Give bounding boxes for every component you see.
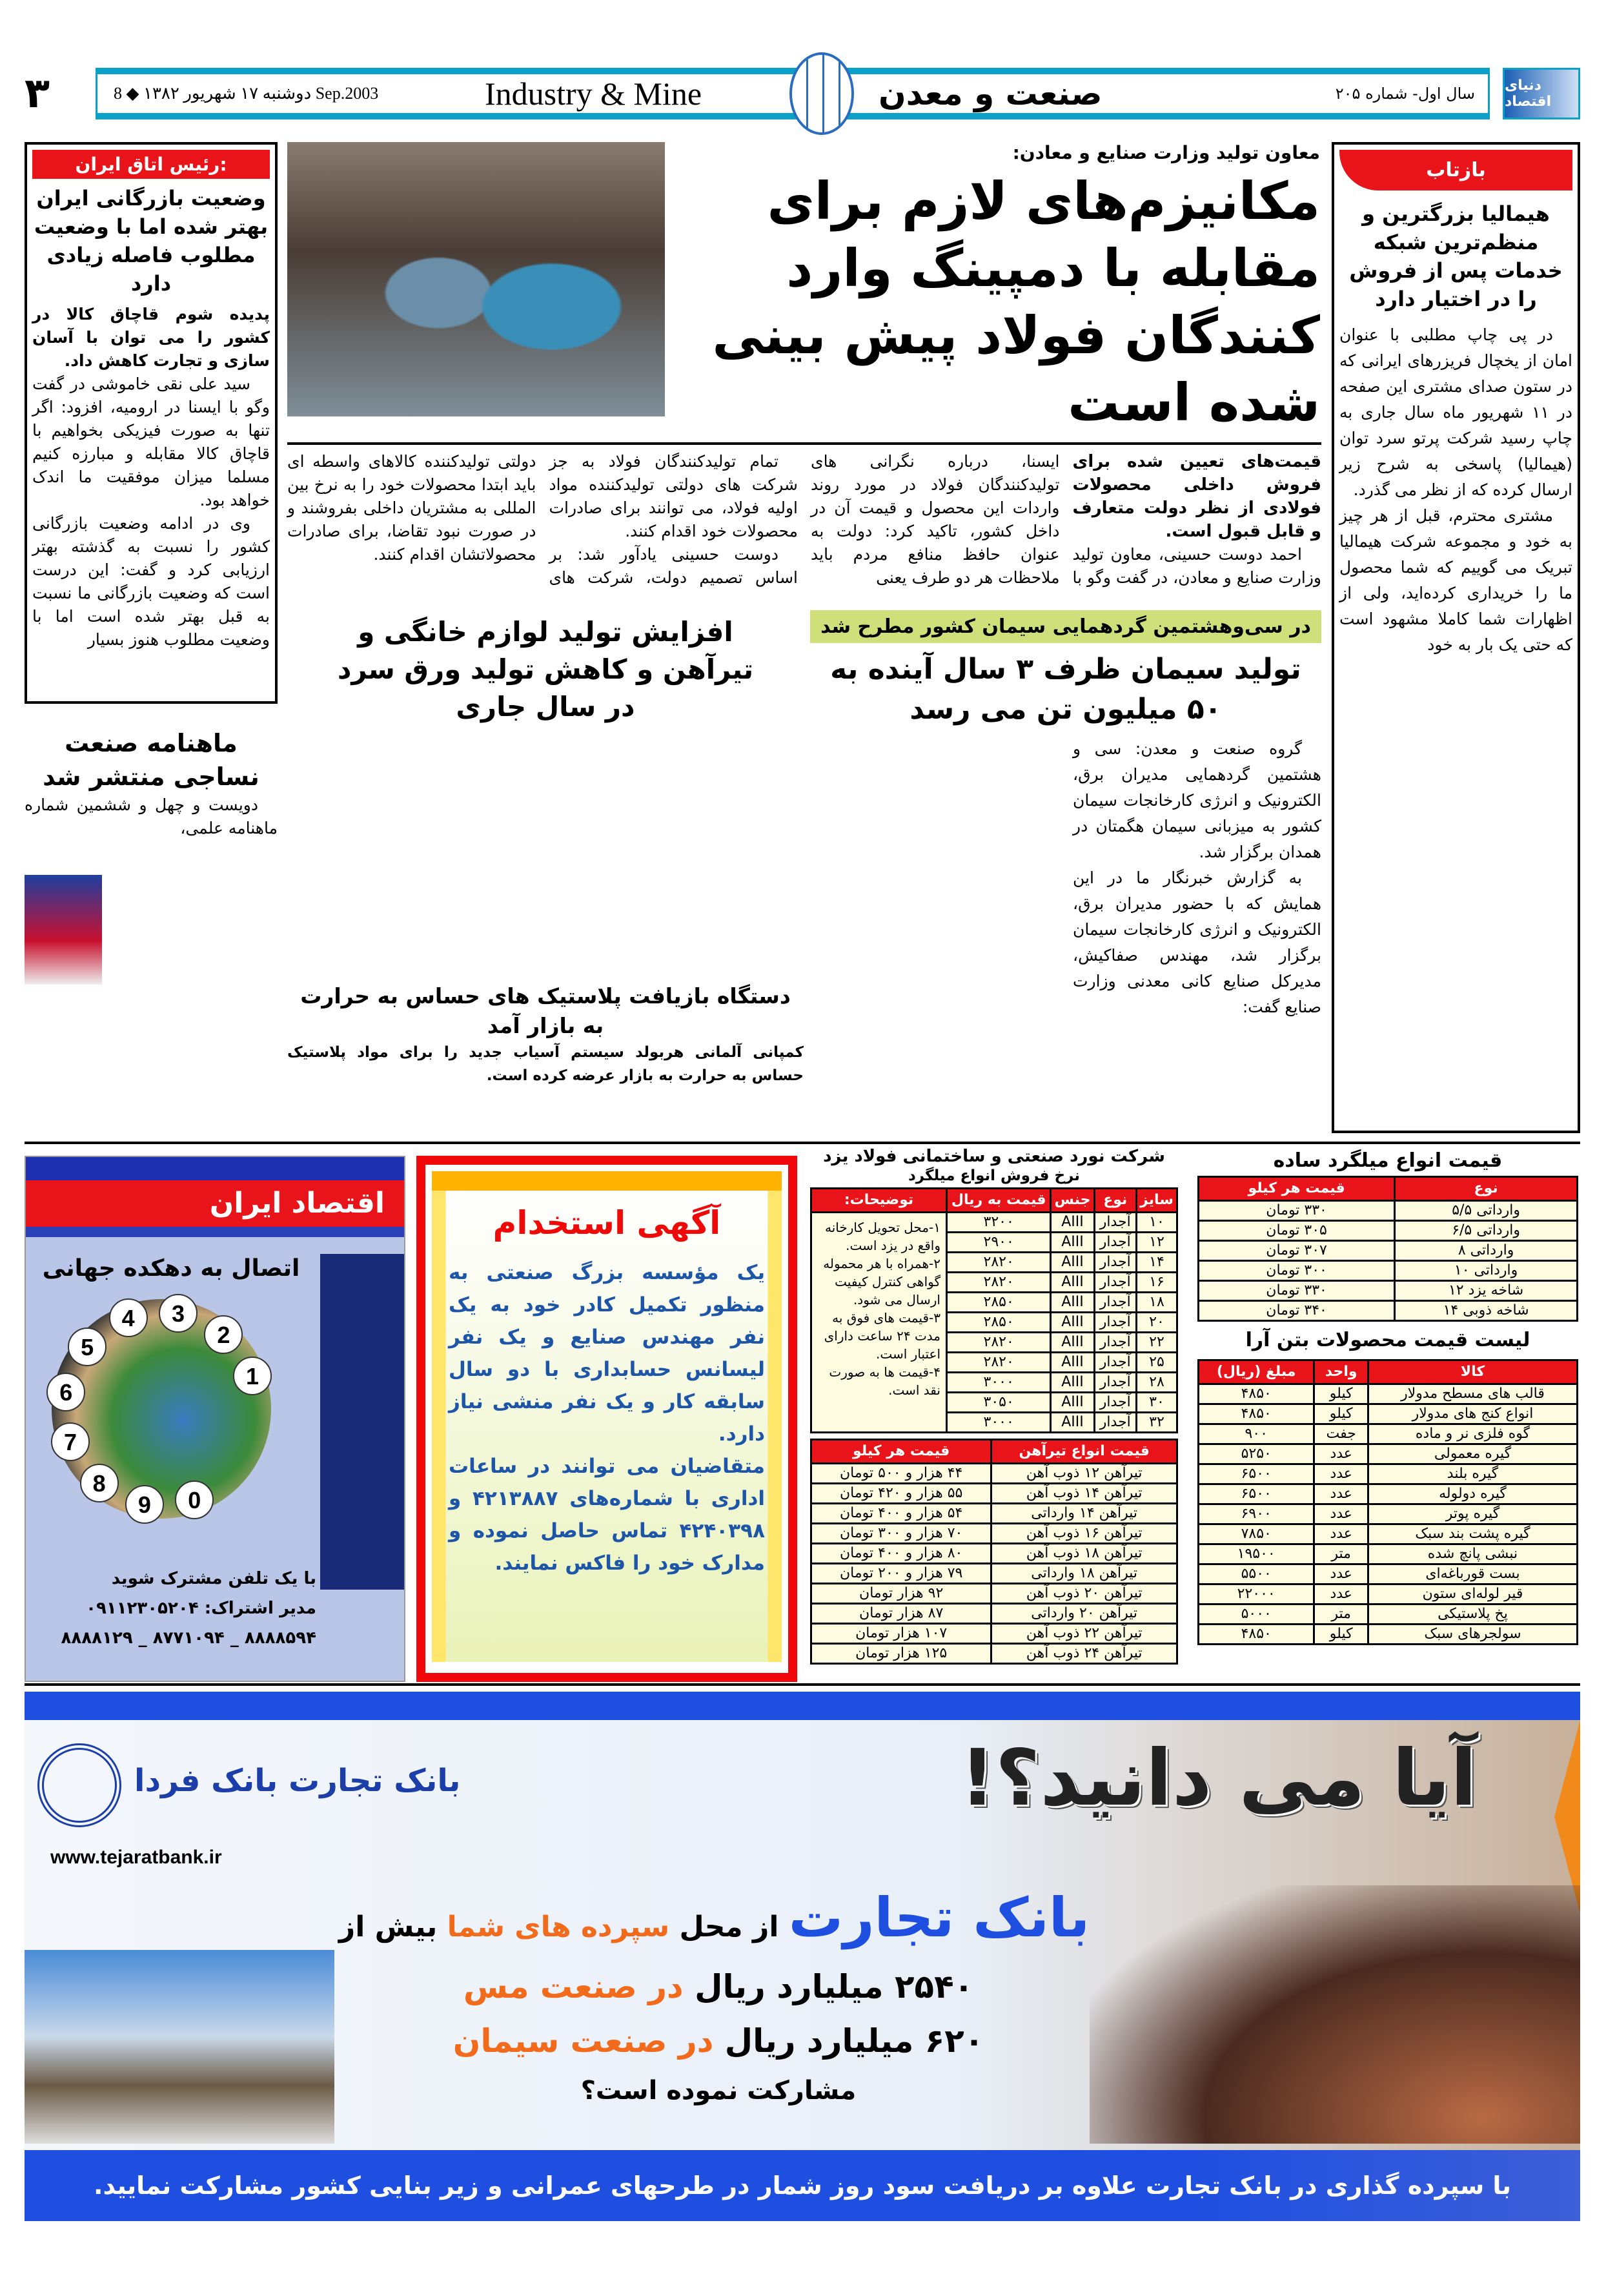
table-row <box>1199 1241 1578 1261</box>
column-header: قیمت انواع تیرآهن <box>991 1440 1177 1464</box>
table-cell: AIII <box>1051 1393 1094 1413</box>
table-cell: ۴۸۵۰ <box>1199 1625 1314 1645</box>
table-row <box>1199 1625 1578 1645</box>
paragraph: وی در ادامه وضعیت بازرگانی کشور را نسبت به گذشته بهتر ارزیابی کرد و گفت: این درست است که وضعیت بازرگانی ما نسبت به قبل بهتر شده است اما با وضعیت مطلوب هنوز بسیار <box>32 514 270 649</box>
table-cell: AIII <box>1051 1373 1094 1393</box>
right-sidebar <box>1332 142 1580 1133</box>
paragraph: احمد دوست حسینی، معاون تولید وزارت صنایع و معادن، در گفت وگو با ایسنا، درباره نگرانی های تولیدکنندگان فولاد در مورد روند واردات این محصول و قیمت آن در داخل کشور، تاکید کرد: دولت به عنوان حافظ منافع مردم باید ملاحظات هر دو طرف یعنی <box>811 452 1321 587</box>
table-cell: ۳۰۷ تومان <box>1199 1241 1395 1261</box>
table-cell: ۵۵ هزار و ۴۲۰ تومان <box>811 1484 991 1504</box>
article-headline: تولید سیمان ظرف ۳ سال آینده به ۵۰ میلیون تن می رسد <box>830 653 1301 726</box>
table-cell: ۳۰۰۰ <box>947 1373 1051 1393</box>
sidebar-lead: پدیده شوم قاچاق کالا در کشور را می توان با آسان سازی و تجارت کاهش داد. <box>32 305 270 370</box>
table-cell: گوه فلزی نر و ماده <box>1368 1424 1577 1444</box>
table-row <box>811 1524 1177 1544</box>
table-row <box>1199 1281 1578 1301</box>
table-row <box>1199 1544 1578 1564</box>
paragraph: دویست و چهل و ششمین شماره ماهنامه علمی، <box>25 795 278 837</box>
table-cell: ۲۸۲۰ <box>947 1273 1051 1293</box>
table-cell: ۲۸ <box>1136 1373 1177 1393</box>
dial-digit: 5 <box>68 1327 107 1366</box>
table-cell: ۳۰۰ تومان <box>1199 1261 1395 1281</box>
table-row <box>811 1564 1177 1584</box>
magazine-title: اقتصاد ایران <box>26 1180 404 1227</box>
table-row <box>811 1644 1177 1664</box>
table-cell: ۷۰ هزار و ۳۰۰ تومان <box>811 1524 991 1544</box>
steel-prices <box>810 1146 1178 1682</box>
rebar-sales-table <box>810 1187 1178 1433</box>
table-cell: ۱۴ <box>1136 1253 1177 1273</box>
table-cell: گیره معمولی <box>1368 1444 1577 1464</box>
table-row <box>1199 1604 1578 1625</box>
table-cell: ۶۹۰۰ <box>1199 1504 1314 1524</box>
sidebar-headline: هیمالیا بزرگترین و منظم‌ترین شبکه خدمات پس از فروش را در اختیار دارد <box>1349 201 1563 311</box>
plain-rebar-table <box>1197 1176 1578 1322</box>
copper-amount: ۲۵۴۰ میلیارد ریال <box>695 1968 974 2005</box>
table-cell: ۴۸۵۰ <box>1199 1384 1314 1404</box>
table-cell: ۳۳۰ تومان <box>1199 1201 1395 1221</box>
left-sidebar <box>25 142 278 704</box>
column-header: نوع <box>1094 1189 1136 1213</box>
table-cell: AIII <box>1051 1213 1094 1233</box>
table-cell: ۵۲۵۰ <box>1199 1444 1314 1464</box>
table-cell: آجدار <box>1094 1253 1136 1273</box>
table-title: شرکت نورد صنعتی و ساختمانی فولاد یزد <box>823 1147 1165 1166</box>
textile-article <box>25 726 278 1133</box>
main-article-body <box>287 450 1321 589</box>
ad-text-highlight: سپرده های شما <box>447 1911 670 1943</box>
column-header: نوع <box>1395 1177 1578 1201</box>
table-cell: ۲۹۰۰ <box>947 1233 1051 1253</box>
job-ad-body: یک مؤسسه بزرگ صنعتی به منظور تکمیل کادر خود به یک نفر مهندس صنایع و یک نفر لیسانس حسابداری با دو سال سابقه کار و یک نفر منشی نیاز دارد. <box>449 1261 765 1446</box>
table-cell: ۱۶ <box>1136 1273 1177 1293</box>
table-cell: متر <box>1314 1544 1368 1564</box>
table-cell: شاخه ذوبی ۱۴ <box>1395 1301 1578 1321</box>
table-cell: گیره پوتر <box>1368 1504 1577 1524</box>
issue-date: دوشنبه ۱۷ شهریور ۱۳۸۲ ◆ 8 Sep.2003 <box>114 84 379 103</box>
table-cell: آجدار <box>1094 1313 1136 1333</box>
table-row <box>1199 1524 1578 1544</box>
section-title-fa: صنعت و معدن <box>879 75 1103 112</box>
dial-digit: 8 <box>80 1464 119 1502</box>
table-cell: قالب های مسطح مدولار <box>1368 1384 1577 1404</box>
table-row <box>811 1624 1177 1644</box>
issue-number: سال اول- شماره ۲۰۵ <box>1335 85 1475 103</box>
table-cell: ۱۰ <box>1136 1213 1177 1233</box>
table-cell: ۱۲ <box>1136 1233 1177 1253</box>
table-cell: عدد <box>1314 1584 1368 1604</box>
table-cell: ۹۰۰ <box>1199 1424 1314 1444</box>
table-cell: متر <box>1314 1604 1368 1625</box>
article-body <box>25 794 278 840</box>
table-row <box>811 1504 1177 1524</box>
column-header: مبلغ (ریال) <box>1199 1360 1314 1384</box>
note: ۱-محل تحویل کارخانه واقع در یزد است. <box>825 1220 940 1253</box>
table-title: قیمت انواع میلگرد ساده <box>1273 1149 1503 1172</box>
table-cell: تیرآهن ۲۴ ذوب آهن <box>991 1644 1177 1664</box>
factory-photo <box>25 1950 334 2144</box>
table-cell: AIII <box>1051 1353 1094 1373</box>
article-headline: دستگاه بازیافت پلاستیک های حساس به حرارت به بازار آمد <box>300 983 791 1038</box>
column-header: قیمت هر کیلو <box>1199 1177 1395 1201</box>
notes-cell <box>811 1213 947 1433</box>
table-cell: کیلو <box>1314 1404 1368 1424</box>
table-cell: انواع کنج های مدولار <box>1368 1404 1577 1424</box>
table-cell: AIII <box>1051 1333 1094 1353</box>
table-cell: ۵۰۰۰ <box>1199 1604 1314 1625</box>
table-cell: AIII <box>1051 1413 1094 1433</box>
dial-digit: 3 <box>159 1294 198 1333</box>
table-row <box>1199 1584 1578 1604</box>
table-cell: آجدار <box>1094 1233 1136 1253</box>
article-headline: افزایش تولید لوازم خانگی و تیرآهن و کاهش تولید ورق سرد در سال جاری <box>337 616 754 723</box>
table-cell: ۳۰۵ تومان <box>1199 1221 1395 1241</box>
table-cell: گیره دولوله <box>1368 1484 1577 1504</box>
column-header: توضیحات: <box>811 1189 947 1213</box>
table-cell: پخ پلاستیکی <box>1368 1604 1577 1625</box>
table-cell: آجدار <box>1094 1333 1136 1353</box>
table-cell: وارداتی ۸ <box>1395 1241 1578 1261</box>
note: ۳-قیمت های فوق به مدت ۲۴ ساعت دارای اعتبار است. <box>824 1310 940 1362</box>
bank-logo-icon <box>37 1743 121 1827</box>
dial-digit: 9 <box>125 1485 164 1524</box>
table-cell: تیرآهن ۲۲ ذوب آهن <box>991 1624 1177 1644</box>
ad-text: بیش از <box>338 1911 438 1943</box>
table-row <box>1199 1404 1578 1424</box>
dial-digit: 1 <box>233 1357 272 1395</box>
table-cell: ۵۵۰۰ <box>1199 1564 1314 1584</box>
bank-logo-text: بانک تجارت بانک فردا <box>134 1763 461 1799</box>
table-cell: گیره بلند <box>1368 1464 1577 1484</box>
table-row <box>811 1604 1177 1624</box>
betonara-price-table <box>1197 1359 1578 1645</box>
table-cell: ۲۸۲۰ <box>947 1253 1051 1273</box>
table-cell: ۳۳۰ تومان <box>1199 1281 1395 1301</box>
column-header: جنس <box>1051 1189 1094 1213</box>
column-header: کالا <box>1368 1360 1577 1384</box>
table-cell: آجدار <box>1094 1293 1136 1313</box>
table-row <box>1199 1504 1578 1524</box>
table-cell: تیرآهن ۱۶ ذوب آهن <box>991 1524 1177 1544</box>
table-cell: قیر لوله‌ای ستون <box>1368 1584 1577 1604</box>
table-cell: AIII <box>1051 1273 1094 1293</box>
table-cell: تیرآهن ۱۸ ذوب آهن <box>991 1544 1177 1564</box>
job-ad-contact: متقاضیان می توانند در ساعات اداری با شماره‌های ۴۲۱۳۸۸۷ و ۴۲۴۰۳۹۸ تماس حاصل نموده و مدارک خود را فاکس نمایند. <box>449 1455 765 1575</box>
table-row <box>811 1213 1177 1233</box>
table-cell: ۲۸۵۰ <box>947 1293 1051 1313</box>
table-cell: آجدار <box>1094 1273 1136 1293</box>
table-cell: AIII <box>1051 1313 1094 1333</box>
copper-wire-photo <box>1090 1885 1580 2144</box>
table-cell: ۴۸۵۰ <box>1199 1404 1314 1424</box>
table-subtitle: نرخ فروش انواع میلگرد <box>908 1167 1080 1184</box>
masthead <box>25 68 1580 119</box>
table-cell: بست قورباغه‌ای <box>1368 1564 1577 1584</box>
plastic-article <box>287 981 804 1133</box>
column-header: واحد <box>1314 1360 1368 1384</box>
rebar-prices <box>1197 1146 1578 1682</box>
table-row <box>1199 1444 1578 1464</box>
main-headline: مکانیزم‌های لازم برای مقابله با دمپینگ وارد کنندگان فولاد پیش بینی شده است <box>712 171 1320 433</box>
table-cell: ۳۴۰ تومان <box>1199 1301 1395 1321</box>
table-row <box>811 1464 1177 1484</box>
subscription-phones: ۸۸۸۸۵۹۴ _ ۸۷۷۱۰۹۴ _ ۸۸۸۸۱۲۹ <box>61 1628 316 1648</box>
table-cell: آجدار <box>1094 1413 1136 1433</box>
table-header-row <box>1199 1177 1578 1201</box>
table-cell: ۶۵۰۰ <box>1199 1464 1314 1484</box>
main-article-header <box>675 142 1320 436</box>
article-banner: در سی‌وهشتمین گردهمایی سیمان کشور مطرح شد <box>810 610 1321 643</box>
table-cell: تیرآهن ۱۴ وارداتی <box>991 1504 1177 1524</box>
table-cell: عدد <box>1314 1524 1368 1544</box>
table-cell: وارداتی ۵/۵ <box>1395 1201 1578 1221</box>
dial-digit: 0 <box>175 1481 214 1519</box>
table-cell: ۲۸۲۰ <box>947 1333 1051 1353</box>
divider <box>287 442 1321 445</box>
table-cell: کیلو <box>1314 1625 1368 1645</box>
table-header-row <box>811 1189 1177 1213</box>
cement-industry: در صنعت سیمان <box>452 2022 714 2060</box>
table-header-row <box>1199 1360 1578 1384</box>
job-ad-title: آگهی استخدام <box>493 1204 721 1242</box>
table-cell: تیرآهن ۲۰ ذوب آهن <box>991 1584 1177 1604</box>
table-cell: ۱۲۵ هزار تومان <box>811 1644 991 1664</box>
subscription-manager: مدیر اشتراک: ۰۹۱۱۲۳۰۵۲۰۴ <box>86 1599 316 1618</box>
paragraph: به گزارش خبرنگار ما در این همایش که با حضور مدیران برق، الکترونیک و انرژی کارخانجات سیمان برگزار شد، مهندس صفاکیش، مدیرکل صنایع کانی معدنی وزارت صنایع گفت: <box>1073 868 1321 1016</box>
table-cell: آجدار <box>1094 1373 1136 1393</box>
table-cell: ۴۴ هزار و ۵۰۰ تومان <box>811 1464 991 1484</box>
table-cell: AIII <box>1051 1233 1094 1253</box>
table-cell: وارداتی ۶/۵ <box>1395 1221 1578 1241</box>
article-headline: ماهنامه صنعت نساجی منتشر شد <box>43 729 259 791</box>
table-row <box>811 1584 1177 1604</box>
ad-text: از محل <box>679 1911 779 1943</box>
table-cell: تیرآهن ۲۰ وارداتی <box>991 1604 1177 1624</box>
table-row <box>1199 1424 1578 1444</box>
dial-digit: 4 <box>109 1298 148 1337</box>
table-cell: AIII <box>1051 1253 1094 1273</box>
article-kicker: معاون تولید وزارت صنایع و معادن: <box>1012 142 1320 163</box>
note: ۴-قیمت ها به صورت نقد است. <box>829 1364 940 1398</box>
table-cell: ۲۸۲۰ <box>947 1353 1051 1373</box>
table-row <box>1199 1484 1578 1504</box>
table-row <box>1199 1301 1578 1321</box>
magazine-cover-image <box>25 875 102 985</box>
table-cell: ۳۲ <box>1136 1413 1177 1433</box>
table-cell: وارداتی ۱۰ <box>1395 1261 1578 1281</box>
paragraph: تمام تولیدکنندگان فولاد به جز شرکت های دولتی تولیدکننده مواد اولیه فولاد، می توانند برای صادرات محصولات خود اقدام کنند. <box>549 452 798 540</box>
table-cell: ۸۰ هزار و ۴۰۰ تومان <box>811 1544 991 1564</box>
article-lead: قیمت‌های تعیین شده برای فروش داخلی محصولات فولادی از نظر دولت متعارف و قابل قبول است. <box>1072 452 1321 541</box>
magazine-ad <box>25 1156 405 1682</box>
appliance-article <box>287 613 804 965</box>
subscribe-text: با یک تلفن مشترک شوید <box>111 1569 316 1588</box>
ad-text: مشارکت نموده است؟ <box>580 2076 857 2106</box>
note: ۲-همراه با هر محموله گواهی کنترل کیفیت ارسال می شود. <box>823 1256 940 1307</box>
table-cell: ۷۸۵۰ <box>1199 1524 1314 1544</box>
table-cell: AIII <box>1051 1293 1094 1313</box>
ad-footer: با سپرده گذاری در بانک تجارت علاوه بر دریافت سود روز شمار در طرحهای عمرانی و زیر بنایی کشور مشارکت نمایید. <box>25 2150 1580 2221</box>
divider <box>25 1142 1580 1144</box>
cement-article <box>810 610 1321 1133</box>
table-cell: ۶۵۰۰ <box>1199 1484 1314 1504</box>
paragraph: دوست حسینی یادآور شد: بر اساس تصمیم دولت، شرکت های دولتی تولیدکننده کالاهای واسطه ای باید ابتدا محصولات خود را به نرخ بین المللی به مشتریان داخلی بفروشند و در صورت نبود تقاضا، برای صادرات محصولاتشان اقدام کنند. <box>287 452 798 587</box>
table-row <box>1199 1221 1578 1241</box>
table-cell: عدد <box>1314 1504 1368 1524</box>
table-cell: ۷۹ هزار و ۲۰۰ تومان <box>811 1564 991 1584</box>
table-cell: ۸۷ هزار تومان <box>811 1604 991 1624</box>
table-row <box>1199 1201 1578 1221</box>
table-cell: ۱۸ <box>1136 1293 1177 1313</box>
sidebar-body <box>32 373 270 651</box>
page-number: ۳ <box>25 70 50 118</box>
table-cell: آجدار <box>1094 1353 1136 1373</box>
paragraph: مشتری محترم، قبل از هر چیز به خود و مجموعه شرکت هیمالیا تبریک می گوییم که شما محصول ما را خریداری کرده‌اید، ولی از اظهارات شما کاملا مشهود است که حتی یک بار به خود <box>1339 506 1572 654</box>
dial-digit: 7 <box>51 1422 90 1461</box>
divider <box>25 1683 1580 1686</box>
sidebar-headline: وضعیت بازرگانی ایران بهتر شده اما با وضعیت مطلوب فاصله زیادی دارد <box>34 186 269 296</box>
sidebar-kicker: رئیس اتاق ایران: <box>32 150 270 179</box>
table-row <box>811 1544 1177 1564</box>
table-row <box>1199 1384 1578 1404</box>
paragraph: سید علی نقی خاموشی در گفت وگو با ایسنا در ارومیه، افزود: اگر تنها به صورت فیزیکی بخواهیم با قاچاق کالا مقابله و مبارزه کنیم مسلما میزان موفقیت ما اندک خواهد بود. <box>32 374 270 509</box>
paragraph: در پی چاپ مطلبی با عنوان امان از یخچال فریزرهای ایرانی که در ستون صدای مشتری این صفحه در ۱۱ شهریور ماه سال جاری به چاپ رسید شرکت پرتو سرد توان (هیمالیا) پاسخی به شرح زیر ارسال کرده که از نظر می گذرد. <box>1339 325 1572 499</box>
globe-icon <box>789 52 854 135</box>
table-cell: ۹۲ هزار تومان <box>811 1584 991 1604</box>
table-cell: نبشی پانچ شده <box>1368 1544 1577 1564</box>
dial-digit: 2 <box>204 1315 243 1354</box>
table-cell: کیلو <box>1314 1384 1368 1404</box>
table-cell: عدد <box>1314 1564 1368 1584</box>
table-cell: ۳۲۰۰ <box>947 1213 1051 1233</box>
table-cell: ۲۸۵۰ <box>947 1313 1051 1333</box>
column-header: قیمت به ریال <box>947 1189 1051 1213</box>
table-title: لیست قیمت محصولات بتن آرا <box>1245 1329 1530 1351</box>
cover-sidebar <box>320 1254 404 1590</box>
table-cell: آجدار <box>1094 1213 1136 1233</box>
table-row <box>811 1484 1177 1504</box>
table-cell: ۳۰۰۰ <box>947 1413 1051 1433</box>
table-cell: ۲۲ <box>1136 1333 1177 1353</box>
cover-headline: اتصال به دهکده جهانی <box>42 1255 300 1282</box>
steel-coils-photo <box>287 142 665 416</box>
table-cell: عدد <box>1314 1464 1368 1484</box>
paragraph: گروه صنعت و معدن: سی و هشتمین گردهمایی مدیران برق، الکترونیک و انرژی کارخانجات سیمان کشور به میزبانی سیمان هگمتان در همدان برگزار شد. <box>1073 739 1321 861</box>
table-cell: شاخه یزد ۱۲ <box>1395 1281 1578 1301</box>
table-cell: عدد <box>1314 1484 1368 1504</box>
article-lead: کمپانی آلمانی هربولد سیستم آسیاب جدید را برای مواد پلاستیک حساس به حرارت به بازار عرضه کرده است. <box>287 1044 804 1084</box>
table-row <box>1199 1464 1578 1484</box>
cement-amount: ۶۲۰ میلیارد ریال <box>724 2022 984 2060</box>
table-cell: آجدار <box>1094 1393 1136 1413</box>
ad-question: آیا می دانید؟! <box>960 1734 1477 1823</box>
sidebar-label: بازتاب <box>1339 150 1572 190</box>
table-cell: ۱۹۵۰۰ <box>1199 1544 1314 1564</box>
bank-tejarat-ad <box>25 1692 1580 2221</box>
newspaper-logo: دنیای اقتصاد <box>1503 68 1580 119</box>
table-cell: عدد <box>1314 1444 1368 1464</box>
table-cell: جفت <box>1314 1424 1368 1444</box>
table-cell: تیرآهن ۱۸ وارداتی <box>991 1564 1177 1584</box>
dial-digit: 6 <box>46 1373 85 1411</box>
table-cell: گیره پشت بند سبک <box>1368 1524 1577 1544</box>
table-cell: ۳۰ <box>1136 1393 1177 1413</box>
table-cell: ۱۰۷ هزار تومان <box>811 1624 991 1644</box>
bank-url[interactable]: www.tejaratbank.ir <box>50 1847 222 1868</box>
column-header: قیمت هر کیلو <box>811 1440 991 1464</box>
beam-price-table <box>810 1439 1178 1665</box>
column-header: سایز <box>1136 1189 1177 1213</box>
table-cell: ۳۰۵۰ <box>947 1393 1051 1413</box>
section-title-en: Industry & Mine <box>485 76 702 112</box>
table-cell: سولجرهای سبک <box>1368 1625 1577 1645</box>
copper-industry: در صنعت مس <box>463 1968 684 2005</box>
table-cell: ۲۲۰۰۰ <box>1199 1584 1314 1604</box>
table-cell: ۵۴ هزار و ۴۰۰ تومان <box>811 1504 991 1524</box>
table-row <box>1199 1564 1578 1584</box>
bank-name: بانک تجارت <box>788 1886 1090 1949</box>
sidebar-body <box>1339 322 1572 658</box>
table-cell: تیرآهن ۱۲ ذوب آهن <box>991 1464 1177 1484</box>
table-header-row <box>811 1440 1177 1464</box>
table-cell: ۲۵ <box>1136 1353 1177 1373</box>
table-cell: ۲۰ <box>1136 1313 1177 1333</box>
table-row <box>1199 1261 1578 1281</box>
table-cell: تیرآهن ۱۴ ذوب آهن <box>991 1484 1177 1504</box>
job-ad <box>416 1156 797 1682</box>
